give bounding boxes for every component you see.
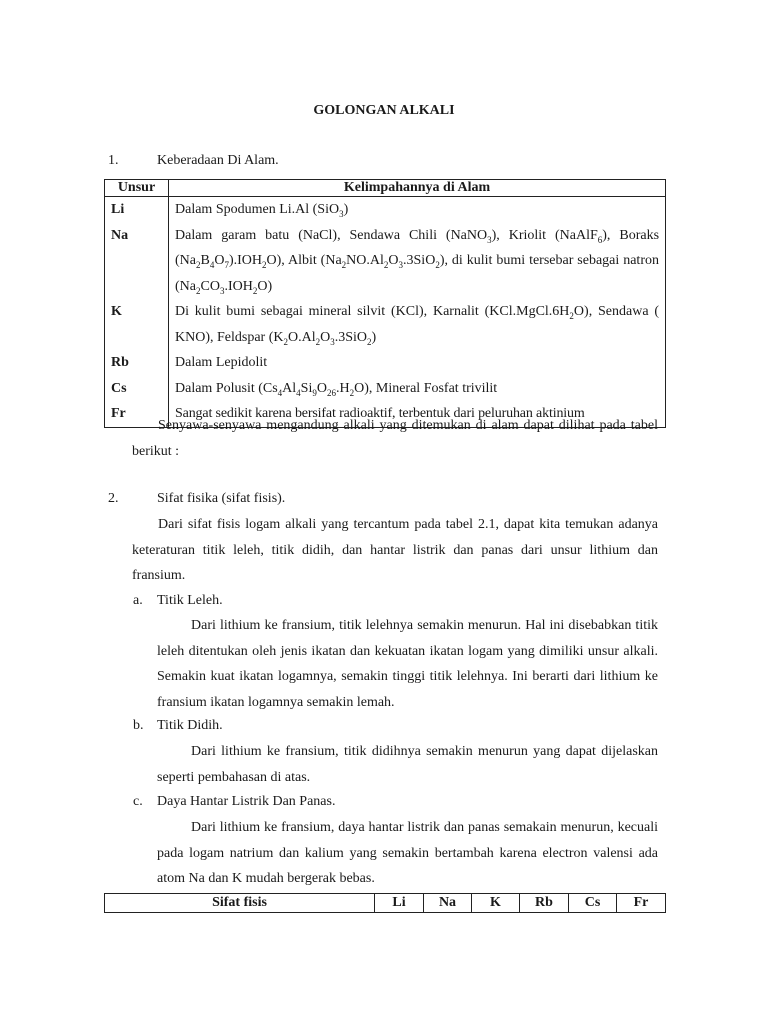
description-cell: Dalam Spodumen Li.Al (SiO$_3$) [169, 197, 666, 223]
table-row [105, 197, 666, 223]
section-2-number: 2. [108, 491, 119, 506]
paragraph-after-table: Senyawa-senyawa mengandung alkali yang ditemukan di alam dapat dilihat pada tabel berikut : [132, 418, 658, 459]
element-cell: Na [105, 223, 169, 300]
item-b-marker: b. [133, 718, 144, 733]
physical-properties-header [105, 894, 666, 913]
column-header-k: K [472, 894, 520, 913]
item-a-heading: Titik Leleh. [157, 593, 223, 608]
column-header-li: Li [375, 894, 424, 913]
item-a-marker: a. [133, 593, 143, 608]
description-cell: Sangat sedikit karena bersifat radioaktif, terbentuk dari peluruhan aktinium [169, 401, 666, 427]
item-b-text: Dari lithium ke fransium, titik didihnya semakin menurun yang dapat dijelaskan seperti pembahasan di atas. [157, 744, 658, 785]
description-cell: Dalam garam batu (NaCl), Sendawa Chili (NaNO$_3$), Kriolit (NaAlF$_6$), Boraks $(Na_2B_4O_7).IOH_2O$), Albit $(Na_2NO.Al_2O_3.3SiO_2)$, di kulit bumi tersebar sebagai natron $(Na_2CO_3.IOH_2O)$ [169, 223, 666, 300]
element-cell: Cs [105, 376, 169, 402]
section-1-heading: Keberadaan Di Alam. [157, 153, 279, 168]
table-row [105, 350, 666, 376]
column-header-fr: Fr [617, 894, 666, 913]
table-row [105, 223, 666, 300]
element-cell: Rb [105, 350, 169, 376]
table-row [105, 299, 666, 350]
page-title: GOLONGAN ALKALI [313, 103, 455, 118]
item-c-text: Dari lithium ke fransium, daya hantar listrik dan panas semakain menurun, kecuali pada logam natrium dan kalium yang semakin bertambah karena electron valensi ada atom Na dan K mudah bergerak bebas. [157, 820, 658, 886]
column-header-rb: Rb [520, 894, 569, 913]
table-row [105, 376, 666, 402]
column-header-kelimpahan: Kelimpahannya di Alam [169, 180, 666, 197]
column-header-na: Na [424, 894, 472, 913]
abundance-table-header [105, 180, 666, 197]
item-a-text: Dari lithium ke fransium, titik lelehnya semakin menurun. Hal ini disebabkan titik leleh ditentukan oleh jenis ikatan dan kekuatan ikatan logam yang dimiliki unsur alkali. Semakin kuat ikatan logamnya, semakin tinggi titik lelehnya. Ini berarti dari lithium ke fransium ikatan logamnya semakin lemah. [157, 618, 658, 710]
column-header-sifat-fisis: Sifat fisis [105, 894, 375, 913]
description-cell: Dalam Polusit $(Cs_4Al_4Si_9O_{26}.H_2O)$, Mineral Fosfat trivilit [169, 376, 666, 402]
section-1-number: 1. [108, 153, 119, 168]
section-2-intro: Dari sifat fisis logam alkali yang tercantum pada tabel 2.1, dapat kita temukan adanya keteraturan titik leleh, titik didih, dan hantar listrik dan panas dari unsur lithium dan fransium. [132, 517, 658, 583]
description-cell: Dalam Lepidolit [169, 350, 666, 376]
item-b-heading: Titik Didih. [157, 718, 223, 733]
element-cell: K [105, 299, 169, 350]
element-cell: Li [105, 197, 169, 223]
section-2-heading: Sifat fisika (sifat fisis). [157, 491, 286, 506]
column-header-cs: Cs [569, 894, 617, 913]
abundance-table [104, 179, 666, 428]
physical-properties-table [104, 893, 666, 913]
element-cell: Fr [105, 401, 169, 427]
description-cell: Di kulit bumi sebagai mineral silvit (KCl), Karnalit $(KCl.MgCl.6H_2O)$, Sendawa ( KNO), Feldspar $(K_2O.Al_2O_3.3SiO_2)$ [169, 299, 666, 350]
item-c-marker: c. [133, 794, 143, 809]
item-c-heading: Daya Hantar Listrik Dan Panas. [157, 794, 336, 809]
column-header-unsur: Unsur [105, 180, 169, 197]
